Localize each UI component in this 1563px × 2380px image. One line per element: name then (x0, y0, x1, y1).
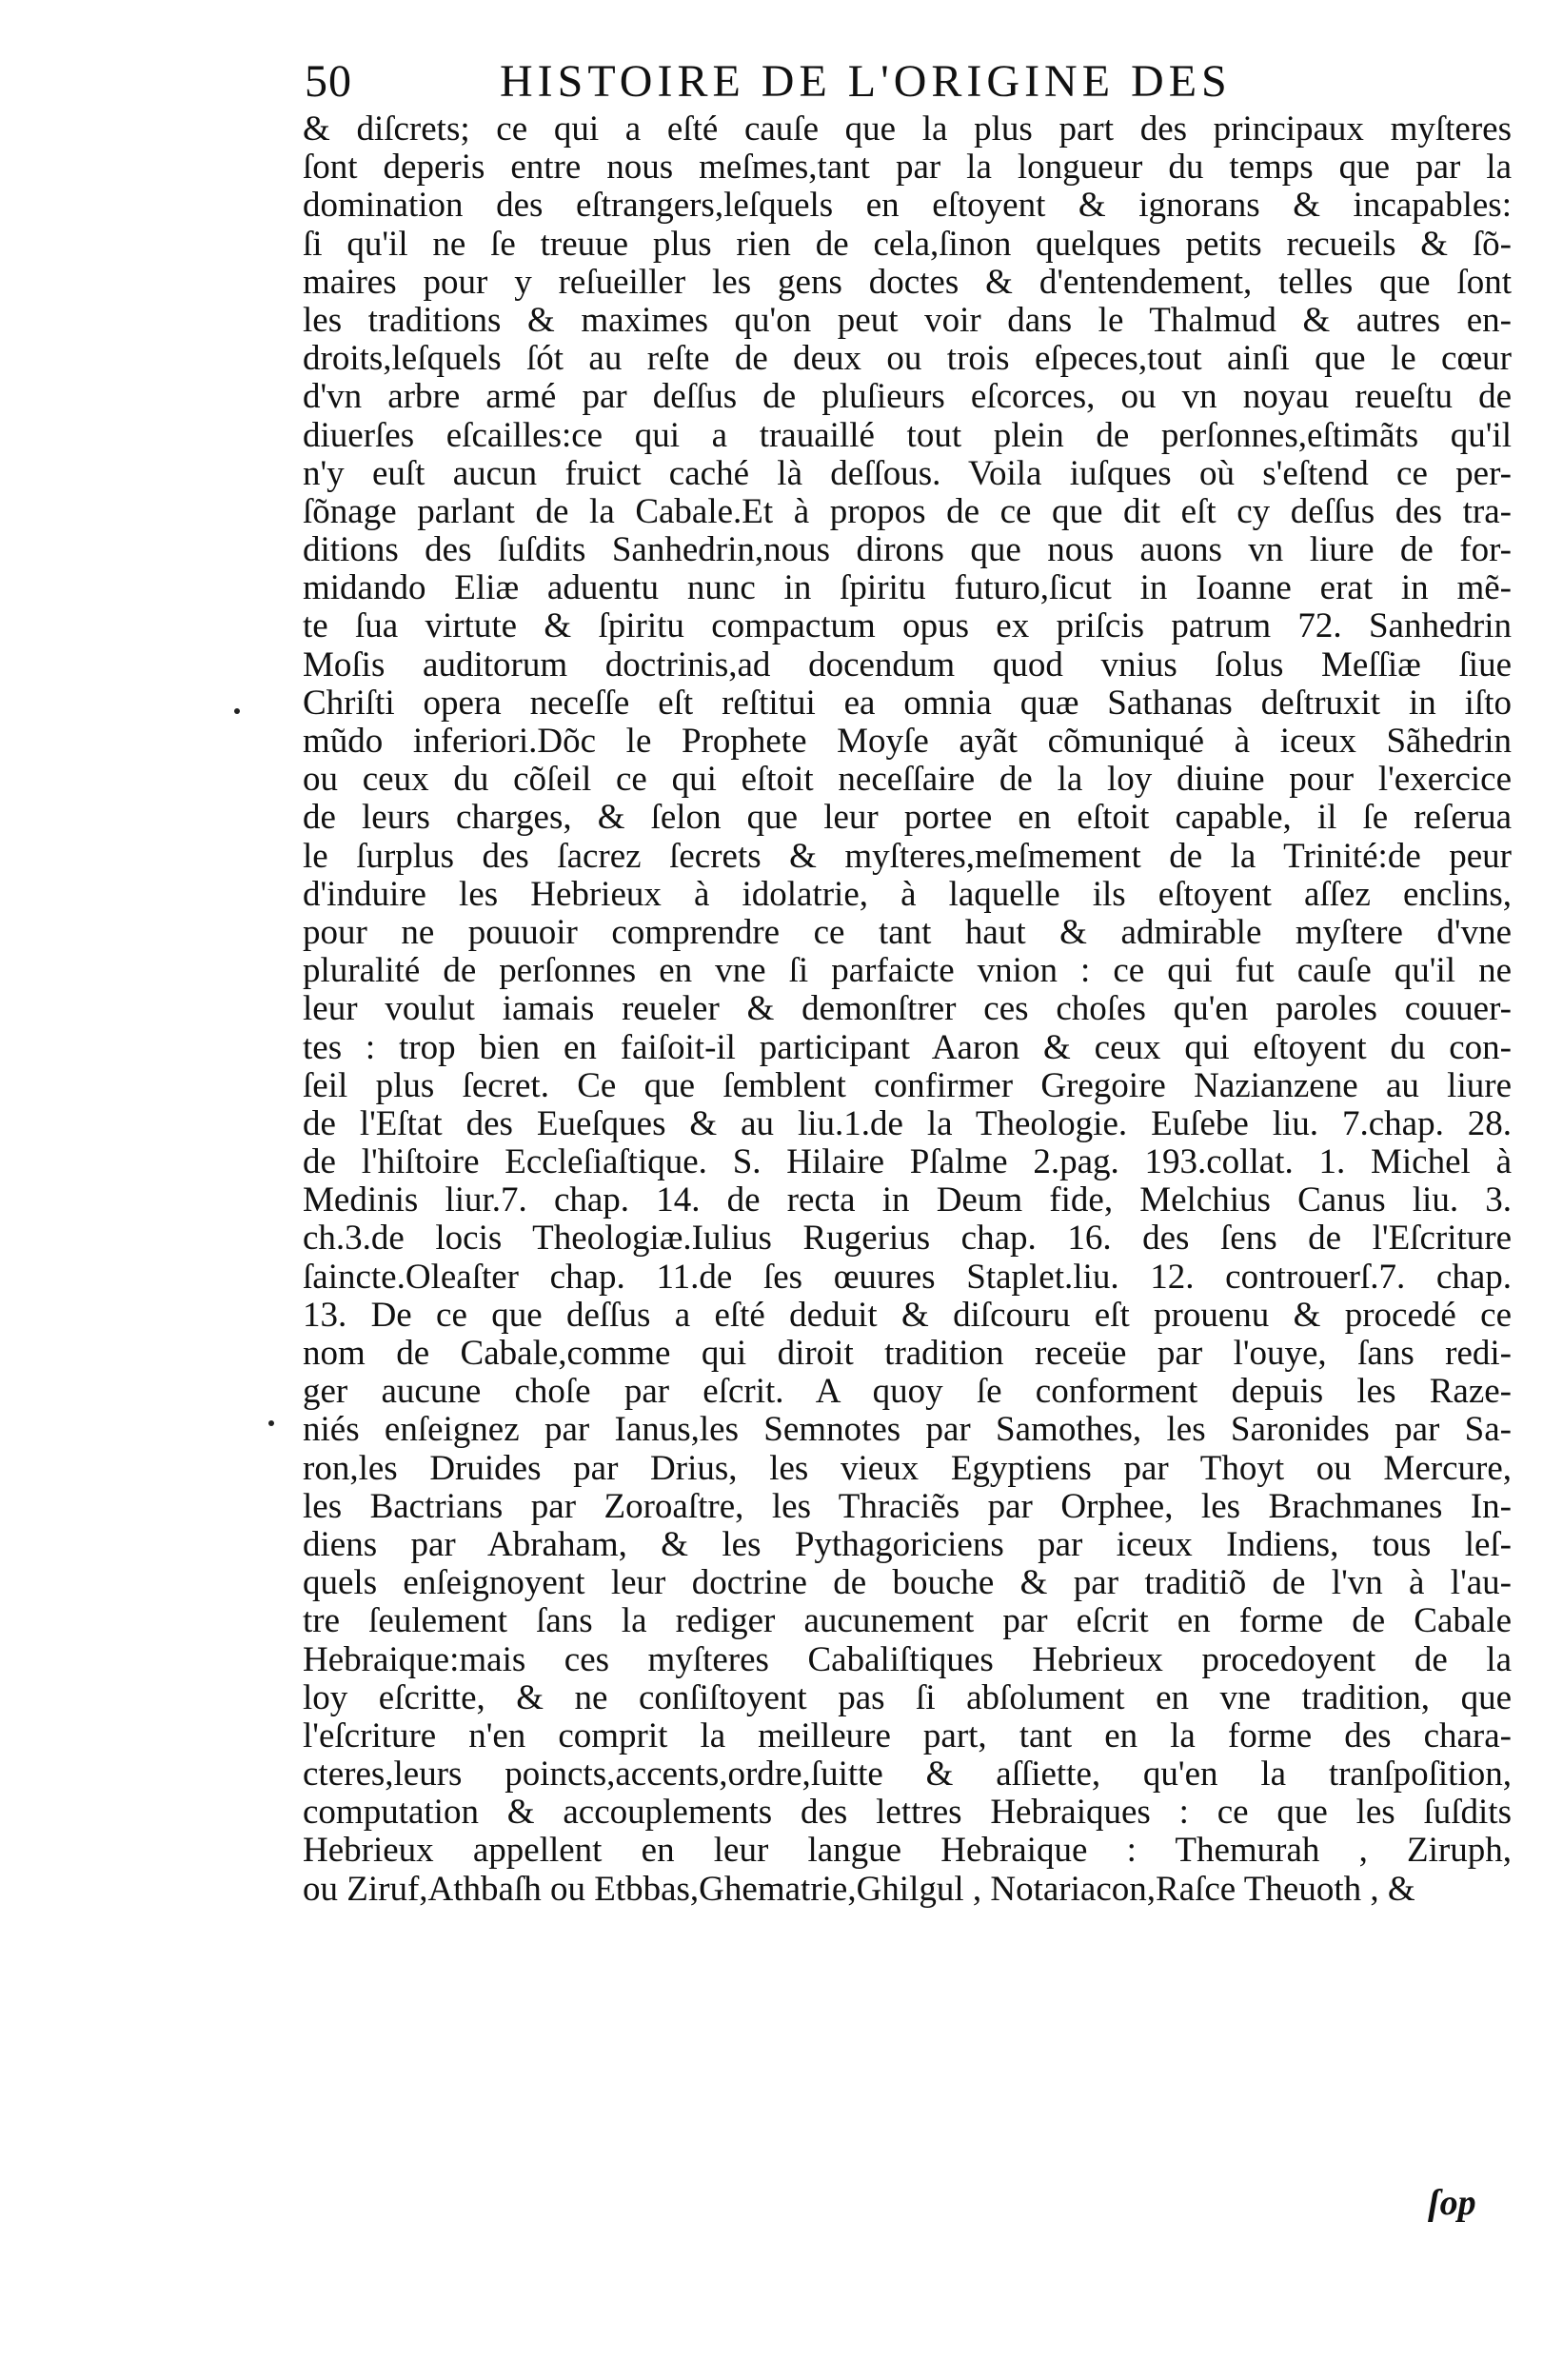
text-line: l'eſcriture n'en comprit la meilleure part, tant en la forme des chara- (303, 1716, 1512, 1755)
text-line: ſaincte.Oleaſter chap. 11.de ſes œuures Staplet.liu. 12. controuerſ.7. chap. (303, 1257, 1512, 1297)
text-line: le ſurplus des ſacrez ſecrets & myſteres,meſmement de la Trinité:de peur (303, 836, 1512, 876)
text-line: d'induire les Hebrieux à idolatrie, à laquelle ils eſtoyent aſſez enclins, (303, 874, 1512, 914)
text-line: 13. De ce que deſſus a eſté deduit & diſcouru eſt prouenu & procedé ce (303, 1295, 1512, 1335)
text-line: maires pour y reſueiller les gens doctes & d'entendement, telles que ſont (303, 262, 1512, 302)
text-line: les Bactrians par Zoroaſtre, les Thraciẽs par Orphee, les Brachmanes In- (303, 1486, 1512, 1526)
text-line: loy eſcritte, & ne conſiſtoyent pas ſi abſolument en vne tradition, que (303, 1677, 1512, 1717)
text-line: d'vn arbre armé par deſſus de pluſieurs eſcorces, ou vn noyau reueſtu de (303, 377, 1512, 417)
text-line: diens par Abraham, & les Pythagoriciens par iceux Indiens, tous leſ- (303, 1524, 1512, 1564)
text-line: Hebraique:mais ces myſteres Cabaliſtiques Hebrieux procedoyent de la (303, 1639, 1512, 1679)
text-line: midando Eliæ aduentu nunc in ſpiritu futuro,ſicut in Ioanne erat in mẽ- (303, 568, 1512, 608)
text-line: ſi qu'il ne ſe treuue plus rien de cela,ſinon quelques petits recueils & ſõ- (303, 224, 1512, 264)
margin-dot (268, 1420, 274, 1426)
text-line: ou ceux du cõſeil ce qui eſtoit neceſſaire de la loy diuine pour l'exercice (303, 760, 1512, 800)
text-line: ger aucune choſe par eſcrit. A quoy ſe conforment depuis les Raze- (303, 1372, 1512, 1412)
text-line: ou Ziruf,Athbaſh ou Etbbas,Ghematrie,Ghilgul , Notariacon,Raſce Theuoth , & (303, 1869, 1415, 1909)
text-line: les traditions & maximes qu'on peut voir dans le Thalmud & autres en- (303, 300, 1512, 340)
text-line: droits,leſquels ſót au reſte de deux ou trois eſpeces,tout ainſi que le cœur (303, 339, 1512, 379)
text-line: Chriſti opera neceſſe eſt reſtitui ea omnia quæ Sathanas deſtruxit in iſto (303, 683, 1512, 723)
margin-dot (234, 708, 240, 714)
text-line: de l'Eſtat des Eueſques & au liu.1.de la Theologie. Euſebe liu. 7.chap. 28. (303, 1103, 1512, 1143)
text-line: computation & accouplements des lettres Hebraiques : ce que les ſuſdits (303, 1793, 1512, 1833)
text-line: Moſis auditorum doctrinis,ad docendum quod vnius ſolus Meſſiæ ſiue (303, 645, 1512, 684)
page-header (305, 55, 1295, 112)
text-line: ditions des ſuſdits Sanhedrin,nous dirons que nous auons vn liure de for- (303, 530, 1512, 570)
text-line: & diſcrets; ce qui a eſté cauſe que la plus part des principaux myſteres (303, 109, 1512, 149)
text-line: Medinis liur.7. chap. 14. de recta in Deum fide, Melchius Canus liu. 3. (303, 1180, 1512, 1220)
text-line: ron,les Druides par Drius, les vieux Egyptiens par Thoyt ou Mercure, (303, 1448, 1512, 1488)
text-line: nom de Cabale,comme qui diroit tradition receüe par l'ouye, ſans redi- (303, 1334, 1512, 1373)
text-line: ſeil plus ſecret. Ce que ſemblent confirmer Gregoire Nazianzene au liure (303, 1065, 1512, 1105)
body-text (303, 110, 1512, 1909)
text-line: ſont deperis entre nous meſmes,tant par la longueur du temps que par la (303, 148, 1512, 188)
text-line: pour ne pouuoir comprendre ce tant haut & admirable myſtere d'vne (303, 912, 1512, 952)
text-line: domination des eſtrangers,leſquels en eſtoyent & ignorans & incapables: (303, 186, 1512, 226)
text-line: cteres,leurs poincts,accents,ordre,ſuitte & aſſiette, qu'en la tranſpoſition, (303, 1755, 1512, 1795)
text-line: mũdo inferiori.Dõc le Prophete Moyſe ayãt cõmuniqué à iceux Sãhedrin (303, 722, 1512, 761)
text-line: diuerſes eſcailles:ce qui a trauaillé tout plein de perſonnes,eſtimãts qu'il (303, 415, 1512, 455)
text-line: te ſua virtute & ſpiritu compactum opus ex priſcis patrum 72. Sanhedrin (303, 606, 1512, 646)
page-number: 50 (305, 56, 352, 107)
text-line: niés enſeignez par Ianus,les Semnotes par Samothes, les Saronides par Sa- (303, 1410, 1512, 1450)
text-line: ch.3.de locis Theologiæ.Iulius Rugerius chap. 16. des ſens de l'Eſcriture (303, 1219, 1512, 1259)
text-line: tre ſeulement ſans la rediger aucunement par eſcrit en forme de Cabale (303, 1601, 1512, 1641)
text-line: de l'hiſtoire Eccleſiaſtique. S. Hilaire Pſalme 2.pag. 193.collat. 1. Michel à (303, 1142, 1512, 1182)
text-line: Hebrieux appellent en leur langue Hebraique : Themurah , Ziruph, (303, 1831, 1512, 1871)
text-line: tes : trop bien en faiſoit-il participant Aaron & ceux qui eſtoyent du con- (303, 1027, 1512, 1067)
text-line: quels enſeignoyent leur doctrine de bouche & par traditiõ de l'vn à l'au- (303, 1563, 1512, 1603)
text-line: pluralité de perſonnes en vne ſi parfaicte vnion : ce qui fut cauſe qu'il ne (303, 951, 1512, 991)
text-line: de leurs charges, & ſelon que leur portee en eſtoit capable, il ſe reſerua (303, 798, 1512, 838)
text-line: n'y euſt aucun fruict caché là deſſous. Voila iuſques où s'eſtend ce per- (303, 453, 1512, 493)
text-line: leur voulut iamais reueler & demonſtrer ces choſes qu'en paroles couuer- (303, 989, 1512, 1029)
text-line: ſõnage parlant de la Cabale.Et à propos de ce que dit eſt cy deſſus des tra- (303, 491, 1512, 531)
running-title: HISTOIRE DE L'ORIGINE DES (500, 56, 1232, 107)
catchword: ſop (1428, 2183, 1476, 2223)
